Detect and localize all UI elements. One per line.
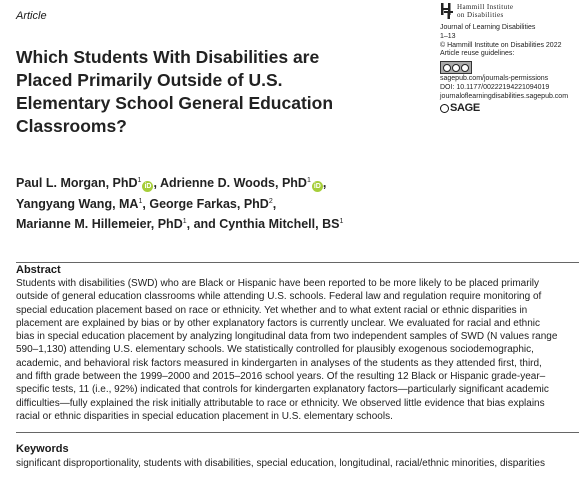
affiliation-mark: 1 — [182, 218, 187, 225]
author-name: George Farkas, PhD — [149, 196, 269, 211]
title-line: Classrooms? — [16, 116, 127, 136]
author-name: Cynthia Mitchell, BS — [219, 217, 340, 231]
sage-logo-icon — [440, 104, 449, 113]
author-separator: , and — [186, 217, 216, 231]
author-name: Paul L. Morgan, PhD — [16, 176, 138, 190]
abstract-line: bias in special education placement by analyzing longitudinal data from two independent samples of SWD (N values range — [16, 331, 558, 343]
abstract-line: outside of general education classrooms while attending U.S. schools. Federal law and regulation require monitoring of — [16, 291, 542, 303]
sage-logo — [440, 101, 580, 114]
journal-info-sidebar — [440, 2, 580, 113]
brand-text — [457, 3, 513, 19]
section-divider — [16, 432, 579, 433]
author-list — [16, 172, 436, 234]
keywords-heading: Keywords — [16, 443, 69, 455]
abstract-line: specific tests, 11 (i.e., 92%) indicated that controls for kindergarten explanatory factors—particularly significant academic — [16, 384, 549, 396]
abstract-line: 590–1,130) attending U.S. elementary schools. We statistically controlled for plausibly exogenous sociodemographic, — [16, 344, 534, 356]
affiliation-mark: 2 — [268, 197, 273, 205]
author-separator: , — [142, 196, 146, 211]
page-range: 1–13 — [440, 32, 456, 40]
brand-line: on Disabilities — [457, 11, 504, 19]
journal-name: Journal of Learning Disabilities — [440, 24, 536, 31]
abstract-line: placement are explained by bias or by other explanatory factors is currently unclear. We evaluated for racial and ethnic — [16, 317, 540, 329]
abstract-line: and fifth grade between the 1999–2000 and 2015–2016 school years. Of the resulting 12 Black or Hispanic grade-year– — [16, 371, 546, 383]
orcid-icon[interactable]: iD — [144, 183, 152, 190]
abstract-line: difficulties—fully explained the risk initially attributable to race or ethnicity. We observed little evidence that bias explains — [16, 397, 545, 409]
affiliation-mark: 1 — [138, 197, 143, 205]
author-line — [16, 213, 436, 234]
title-line: Placed Primarily Outside of U.S. — [16, 70, 283, 90]
abstract-line: special education placement based on race or ethnicity. Yet whether and to what extent racial or ethnic disparities in — [16, 304, 528, 316]
publisher-name: SAGE — [450, 101, 480, 114]
author-line — [16, 193, 436, 214]
doi-link[interactable]: DOI: 10.1177/00222194221094019 — [440, 84, 550, 92]
orcid-icon[interactable]: iD — [313, 183, 321, 190]
author-name: Marianne M. Hillemeier, PhD — [16, 217, 183, 231]
author-name: Yangyang Wang, MA — [16, 196, 139, 211]
abstract-line: racial or ethnic disparities in special education placement in U.S. elementary schools. — [16, 410, 393, 422]
affiliation-mark: 1 — [137, 177, 142, 184]
abstract-line: Students with disabilities (SWD) who are Black or Hispanic have been reported to be more likely to be placed primarily — [16, 278, 540, 289]
brand-line: Hammill Institute — [457, 3, 514, 11]
reuse-guidelines-label: Article reuse guidelines: — [440, 50, 515, 58]
article-type-label: Article — [16, 10, 47, 22]
author-name: Adrienne D. Woods, PhD — [159, 176, 307, 190]
copyright: © Hammill Institute on Disabilities 2022 — [440, 41, 562, 49]
creative-commons-icon[interactable] — [440, 61, 472, 74]
permissions-link[interactable]: sagepub.com/journals-permissions — [440, 75, 549, 83]
affiliation-mark: 1 — [339, 218, 344, 225]
title-line: Elementary School General Education — [16, 93, 334, 113]
abstract-text — [16, 277, 579, 423]
abstract-heading: Abstract — [16, 264, 61, 276]
journal-website-link[interactable]: journaloflearningdisabilities.sagepub.com — [440, 93, 569, 101]
hammill-logo-icon — [440, 2, 454, 20]
affiliation-mark: 1 — [306, 177, 311, 184]
section-divider — [16, 262, 579, 263]
title-line: Which Students With Disabilities are — [16, 47, 320, 67]
author-separator: , — [153, 176, 157, 190]
publisher-brand — [440, 2, 580, 20]
author-separator: , — [322, 176, 327, 190]
author-separator: , — [272, 196, 277, 211]
keywords-text: significant disproportionality, students with disabilities, special education, longitudinal, racial/ethnic minorities, disparities — [16, 458, 545, 469]
abstract-line: academic, and behavioral risk factors measured in kindergarten in analyses of the students as they attended first, third, — [16, 357, 542, 369]
paper-title — [16, 46, 411, 138]
author-line — [16, 172, 436, 193]
